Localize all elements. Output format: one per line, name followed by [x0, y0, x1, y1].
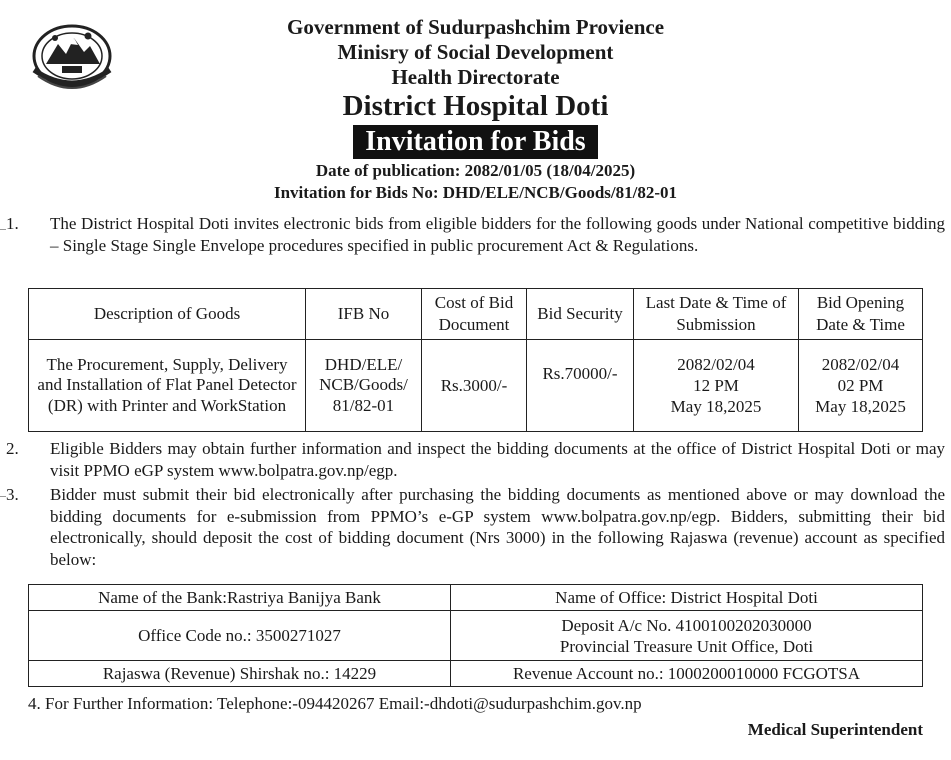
treasury-office: Provincial Treasure Unit Office, Doti — [559, 636, 814, 656]
security-cell: Rs.70000/- — [527, 340, 634, 432]
column-header: IFB No — [306, 289, 422, 340]
column-header: Cost of Bid Document — [422, 289, 527, 340]
invitation-banner: Invitation for Bids — [353, 125, 597, 159]
column-header: Last Date & Time of Submission — [634, 289, 799, 340]
column-header: Bid Opening Date & Time — [799, 289, 923, 340]
paragraph-number: 1. — [6, 214, 19, 233]
opening-ad-date: May 18,2025 — [815, 397, 906, 416]
opening-date: 2082/02/04 — [821, 355, 900, 374]
ifb-number: Invitation for Bids No: DHD/ELE/NCB/Goods/81/82-01 — [273, 183, 678, 202]
ministry-name: Minisry of Social Development — [337, 40, 614, 64]
table-row — [29, 585, 923, 611]
bank-name: Name of the Bank:Rastriya Banijya Bank — [29, 585, 451, 611]
submission-cell — [634, 340, 799, 432]
column-header: Description of Goods — [29, 289, 306, 340]
paragraph-number: 3. — [6, 485, 19, 504]
hospital-title: District Hospital Doti — [342, 90, 609, 122]
goods-table — [28, 288, 923, 432]
government-name: Government of Sudurpashchim Provience — [286, 15, 665, 39]
paragraph-text: The District Hospital Doti invites electronic bids from eligible bidders for the following goods under National competitive bidding – Single Stage Single Envelope procedures specified in public procurement Act & Regulations. — [50, 214, 945, 255]
directorate-name: Health Directorate — [391, 65, 560, 89]
paragraph-4: 4. For Further Information: Telephone:-094420267 Email:-dhdoti@sudurpashchim.gov.np — [28, 694, 642, 713]
office-code: Office Code no.: 3500271027 — [29, 611, 451, 661]
paragraph-2 — [6, 438, 945, 481]
deposit-account — [451, 611, 923, 661]
submission-time: 12 PM — [693, 376, 739, 395]
paragraph-number: 2. — [6, 439, 19, 458]
submission-date: 2082/02/04 — [677, 355, 755, 374]
revenue-account: Revenue Account no.: 1000200010000 FCGOTSA — [451, 661, 923, 687]
revenue-shirshak: Rajaswa (Revenue) Shirshak no.: 14229 — [29, 661, 451, 687]
table-row — [29, 340, 923, 432]
submission-ad-date: May 18,2025 — [670, 397, 762, 416]
opening-cell — [799, 340, 923, 432]
opening-time: 02 PM — [837, 376, 884, 395]
table-row — [29, 661, 923, 687]
notice-header — [0, 14, 951, 203]
paragraph-text: Bidder must submit their bid electronically after purchasing the bidding documents as mentioned above or may download the bidding documents for e-submission from PPMO’s e-GP system www.bolpatra.gov.np/egp. Bidders, submitting their bid electronically, should deposit the cost of bidding document (Nrs 3000) in the following Rajaswa (revenue) account as specified below: — [50, 485, 945, 569]
publication-date: Date of publication: 2082/01/05 (18/04/2025) — [315, 161, 636, 180]
ifb-no-cell: DHD/ELE/ NCB/Goods/ 81/82-01 — [306, 340, 422, 432]
paragraph-3 — [6, 484, 945, 570]
paragraph-1 — [6, 213, 945, 256]
column-header: Bid Security — [527, 289, 634, 340]
office-name: Name of Office: District Hospital Doti — [451, 585, 923, 611]
goods-description: The Procurement, Supply, Delivery and Installation of Flat Panel Detector (DR) with Printer and WorkStation — [29, 340, 306, 432]
table-row — [29, 611, 923, 661]
cost-cell: Rs.3000/- — [422, 340, 527, 432]
table-header-row — [29, 289, 923, 340]
signature-title: Medical Superintendent — [747, 720, 923, 739]
paragraph-text: Eligible Bidders may obtain further information and inspect the bidding documents at the office of District Hospital Doti or may visit PPMO eGP system www.bolpatra.gov.np/egp. — [50, 439, 945, 480]
deposit-account-number: Deposit A/c No. 4100100202030000 — [561, 615, 812, 635]
bank-account-table — [28, 584, 923, 687]
